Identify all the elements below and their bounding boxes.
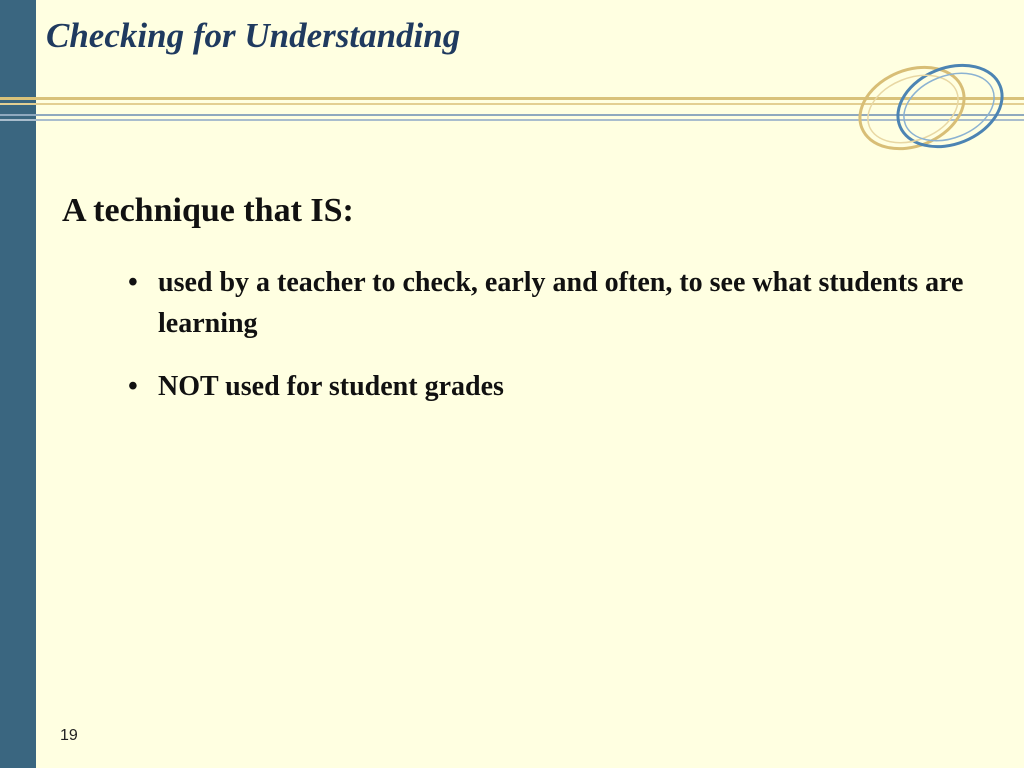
bullet-item-teacher-check [126, 262, 986, 344]
page-number: 19 [60, 727, 78, 744]
bullet-text: NOT used for student grades [158, 371, 504, 402]
bullet-list [126, 262, 986, 429]
slide-title: Checking for Understanding [46, 16, 461, 55]
bullet-marker: • [128, 267, 138, 298]
bullet-text: used by a teacher to check, early and often, to see what students are learning [158, 267, 964, 339]
bullet-marker: • [128, 371, 138, 402]
bullet-item-not-grades [126, 366, 986, 407]
interlocking-rings-icon [846, 58, 1016, 158]
slide-subheading: A technique that IS: [62, 192, 354, 229]
